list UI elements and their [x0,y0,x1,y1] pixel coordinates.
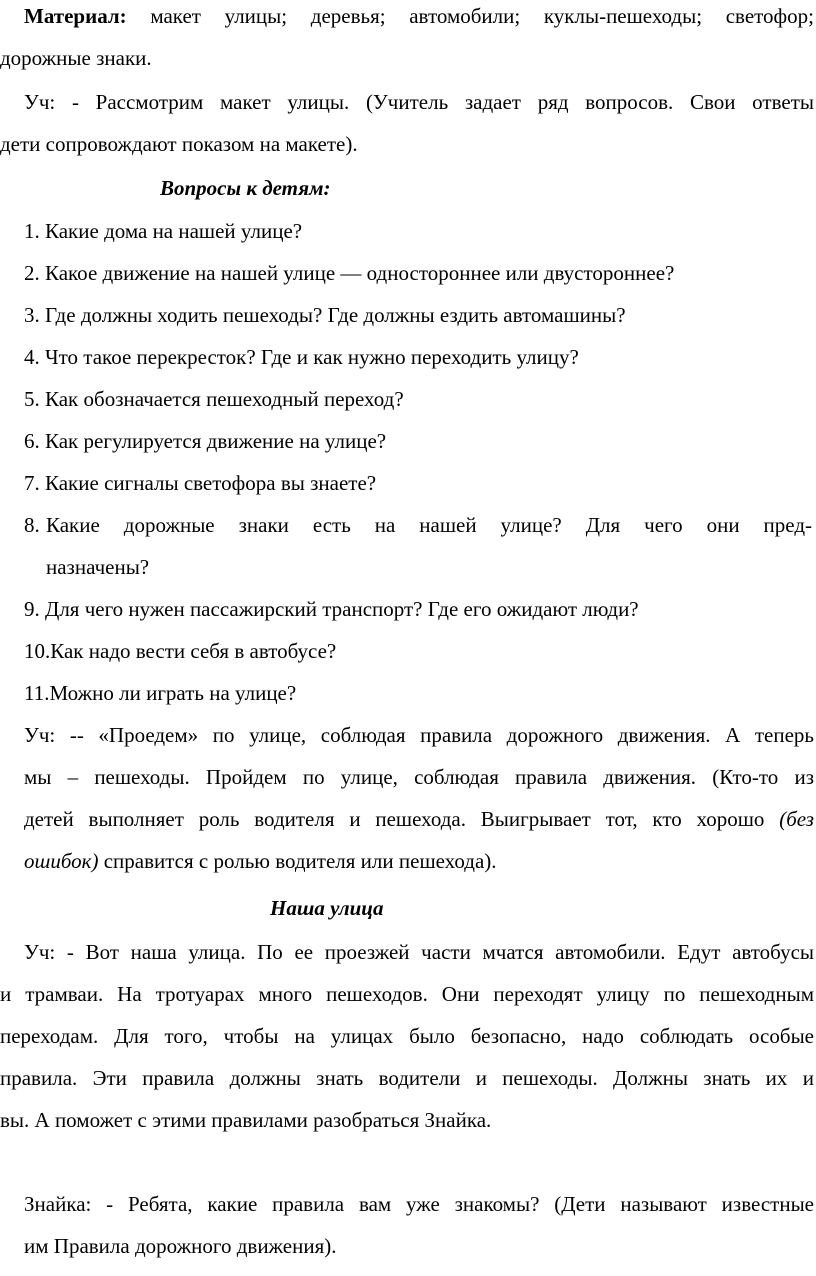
question-item [24,259,816,287]
street-line-2: и трамваи. На тротуарах много пешеходов. Они переходят улицу по пешеходным [0,982,814,1006]
question-text: Для чего нужен пассажирский транспорт? Где его ожидают люди? [39,597,639,621]
question-number: 7. [24,471,40,495]
intro-line-2: дети сопровождают показом на макете). [0,132,358,156]
street-line-3: переходам. Для того, чтобы на улицах было безопасно, надо соблюдать особые [0,1024,814,1048]
material-line-1 [24,2,814,30]
question-item [24,301,816,329]
question-number: 1. [24,219,40,243]
ride-line-4-text: справится с ролью водителя или пешехода). [98,849,497,873]
material-label: Материал: [24,4,127,28]
material-text: макет улицы; деревья; автомобили; куклы-пешеходы; светофор; [126,4,814,28]
question-item [24,637,816,665]
ride-line-3-italic: (без [779,807,814,831]
street-heading: Наша улица [270,896,384,920]
questions-heading: Вопросы к детям: [160,176,331,200]
ride-line-1: Уч: -- «Проедем» по улице, соблюдая правила дорожного движения. А теперь [24,723,814,747]
question-number: 6. [24,429,40,453]
ride-line-3-text: детей выполняет роль водителя и пешехода. Выигрывает тот, кто хорошо [24,807,780,831]
question-item [24,217,816,245]
question-number: 2. [24,261,40,285]
question-item [24,469,816,497]
znayka-line-2: им Правила дорожного движения). [24,1234,337,1258]
question-number: 8. [24,513,40,537]
question-number: 5. [24,387,40,411]
street-line-5: вы. А поможет с этими правилами разобраться Знайка. [0,1108,492,1132]
ride-line-4-italic: ошибок) [24,849,99,873]
question-number: 9. [24,597,40,621]
question-number: 11. [24,681,50,705]
question-text: Что такое перекресток? Где и как нужно переходить улицу? [39,345,579,369]
ride-line-2: мы – пешеходы. Пройдем по улице, соблюдая правила движения. (Кто-то из [24,765,814,789]
question-text: Какое движение на нашей улице — одностороннее или двустороннее? [39,261,675,285]
question-text: Как регулируется движение на улице? [39,429,387,453]
question-number: 3. [24,303,40,327]
question-text: Какие дорожные знаки есть на нашей улице? Для чего они пред- [46,513,812,537]
question-number: 4. [24,345,40,369]
question-item [24,679,816,707]
street-line-1: Уч: - Вот наша улица. По ее проезжей части мчатся автомобили. Едут автобусы [24,940,814,964]
ride-line-3 [24,805,814,833]
ride-line-4 [24,847,816,875]
question-text: Где должны ходить пешеходы? Где должны ездить автомашины? [39,303,626,327]
question-item [24,427,816,455]
question-text: Как надо вести себя в автобусе? [50,639,337,663]
question-item [24,343,816,371]
question-text: Какие сигналы светофора вы знаете? [39,471,377,495]
question-text-continued: назначены? [46,555,150,579]
question-item [24,385,816,413]
question-text: Как обозначается пешеходный переход? [39,387,404,411]
material-line-2: дорожные знаки. [0,46,152,70]
znayka-line-1: Знайка: - Ребята, какие правила вам уже знакомы? (Дети называют известные [24,1192,814,1216]
intro-line-1: Уч: - Рассмотрим макет улицы. (Учитель задает ряд вопросов. Свои ответы [24,90,814,114]
question-number: 10. [24,639,51,663]
question-item [24,511,814,539]
question-text: Можно ли играть на улице? [49,681,297,705]
question-text: Какие дома на нашей улице? [39,219,303,243]
question-item [24,595,816,623]
street-line-4: правила. Эти правила должны знать водители и пешеходы. Должны знать их и [0,1066,814,1090]
